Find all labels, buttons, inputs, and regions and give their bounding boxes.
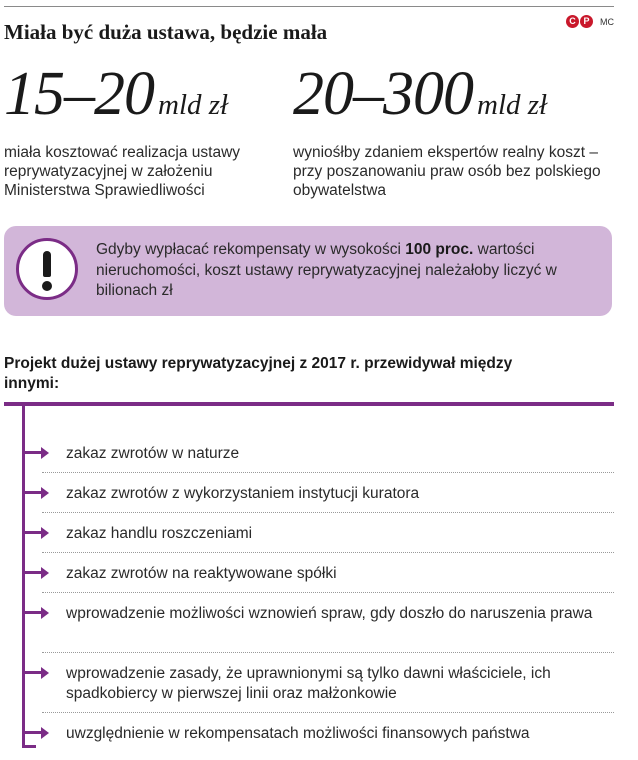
item-arrow-icon [22, 566, 48, 580]
list-item: wprowadzenie zasady, że uprawnionymi są tylko dawni właściciele, ich spadkobiercy w pierwszej linii oraz małżonkowie [66, 665, 551, 702]
item-arrow-icon [22, 726, 48, 740]
item-arrow-icon [22, 486, 48, 500]
timeline-end [22, 745, 36, 748]
exclamation-bar [43, 251, 51, 277]
item-separator [42, 472, 614, 473]
callout-text-before: Gdyby wypłacać rekompensaty w wysokości [96, 241, 406, 258]
author-credit: MC [600, 17, 614, 27]
stat-value [293, 62, 623, 137]
item-arrow-icon [22, 606, 48, 620]
section-heading: Projekt dużej ustawy reprywatyzacyjnej z 2017 r. przewidywał między innymi: [4, 355, 513, 392]
callout-text-after: wartości nieruchomości, koszt ustawy reprywatyzacyjnej należałoby liczyć w bilionach zł [96, 241, 557, 299]
item-arrow-icon [22, 526, 48, 540]
list-item: zakaz zwrotów z wykorzystaniem instytucji kuratora [66, 485, 420, 502]
item-separator [42, 592, 614, 593]
stat-unit: mld zł [477, 89, 548, 121]
stat-ministry-estimate [4, 62, 284, 200]
item-arrow-icon [22, 666, 48, 680]
callout-text [96, 240, 606, 302]
page-title: Miała być duża ustawa, będzie mała [4, 20, 328, 44]
top-rule [4, 6, 614, 7]
item-separator [42, 652, 614, 653]
logo-letter-c: C [566, 15, 579, 28]
logo-letter-p: P [580, 15, 593, 28]
stat-unit: mld zł [158, 89, 229, 121]
item-separator [42, 512, 614, 513]
exclamation-icon [16, 238, 78, 300]
stat-description: wyniośłby zdaniem ekspertów realny koszt – przy poszanowaniu praw osób bez polskiego obywatelstwa [293, 144, 601, 199]
list-item: zakaz handlu roszczeniami [66, 525, 253, 542]
exclamation-dot [42, 281, 52, 291]
callout-text-bold: 100 proc. [405, 241, 474, 258]
stat-number: 20–300 [293, 60, 473, 128]
section-rule [4, 402, 614, 406]
publisher-logo [566, 15, 593, 28]
item-separator [42, 712, 614, 713]
stat-value [4, 62, 284, 137]
warning-callout [4, 226, 612, 316]
stat-expert-estimate [293, 62, 623, 200]
stat-description: miała kosztować realizacja ustawy reprywatyzacyjnej w założeniu Ministerstwa Sprawiedliwości [4, 144, 241, 199]
list-item: zakaz zwrotów w naturze [66, 445, 240, 462]
item-separator [42, 552, 614, 553]
item-arrow-icon [22, 446, 48, 460]
list-item: uwzględnienie w rekompensatach możliwości finansowych państwa [66, 725, 530, 742]
list-item: zakaz zwrotów na reaktywowane spółki [66, 565, 337, 582]
list-item: wprowadzenie możliwości wznowień spraw, gdy doszło do naruszenia prawa [66, 605, 593, 622]
stat-number: 15–20 [4, 60, 154, 128]
